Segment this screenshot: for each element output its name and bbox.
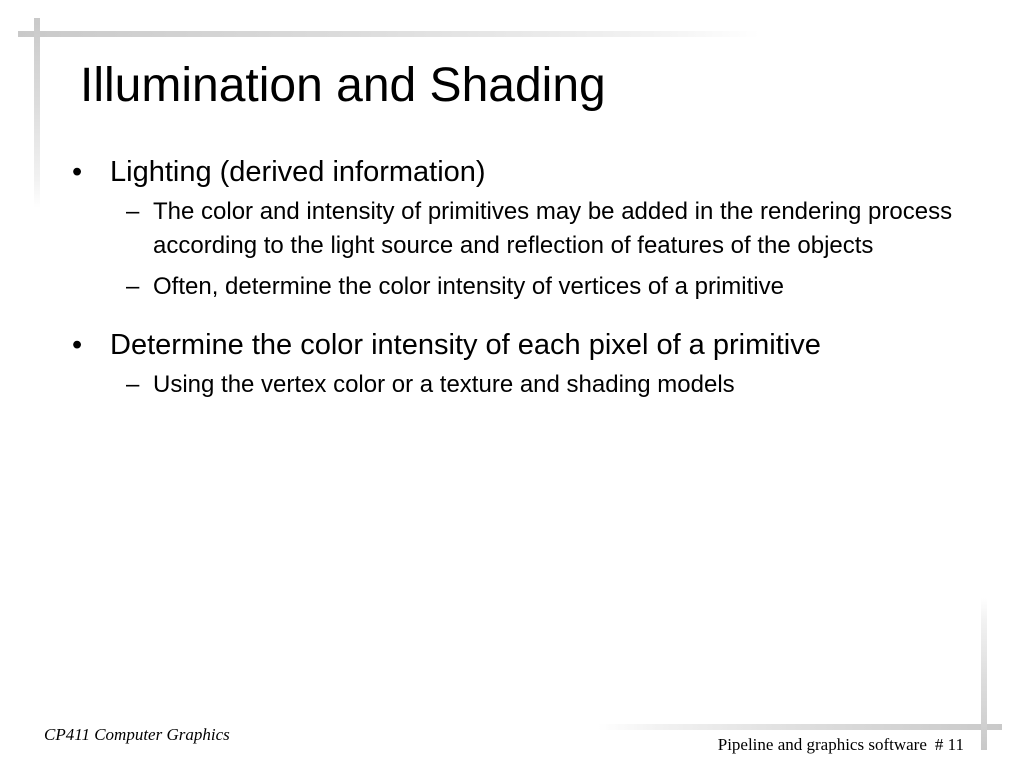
bullet-text: Lighting (derived information) <box>110 156 486 188</box>
sub-bullet-item <box>126 368 972 402</box>
bullet-marker: • <box>72 156 83 188</box>
slide-content <box>72 153 972 424</box>
bullet-item <box>72 326 972 364</box>
bottom-right-vertical-frame-line <box>981 598 987 750</box>
footer-section-title: Pipeline and graphics software <box>717 735 927 754</box>
sub-bullet-text: The color and intensity of primitives may be added in the rendering process according to the light source and reflection of features of the objects <box>153 198 953 259</box>
sub-bullet-marker: – <box>126 198 140 225</box>
footer-section <box>718 734 964 756</box>
top-left-vertical-frame-line <box>34 18 40 208</box>
sub-bullet-marker: – <box>126 371 140 398</box>
sub-bullet-item <box>126 195 972 263</box>
sub-bullet-list <box>126 195 972 304</box>
bullet-group-pixel-intensity <box>72 326 972 402</box>
sub-bullet-text: Using the vertex color or a texture and shading models <box>153 371 735 398</box>
sub-bullet-marker: – <box>126 273 140 300</box>
top-left-horizontal-frame-line <box>18 31 760 37</box>
page-number: # 11 <box>934 735 964 754</box>
bullet-marker: • <box>72 329 83 361</box>
bullet-group-lighting <box>72 153 972 304</box>
slide-title: Illumination and Shading <box>80 59 606 112</box>
footer-course-name: CP411 Computer Graphics <box>44 725 230 744</box>
bullet-text: Determine the color intensity of each pixel of a primitive <box>110 329 821 361</box>
sub-bullet-item <box>126 270 972 304</box>
sub-bullet-list <box>126 368 972 402</box>
bullet-item <box>72 153 972 191</box>
bottom-right-horizontal-frame-line <box>598 724 1002 730</box>
sub-bullet-text: Often, determine the color intensity of vertices of a primitive <box>153 273 784 300</box>
